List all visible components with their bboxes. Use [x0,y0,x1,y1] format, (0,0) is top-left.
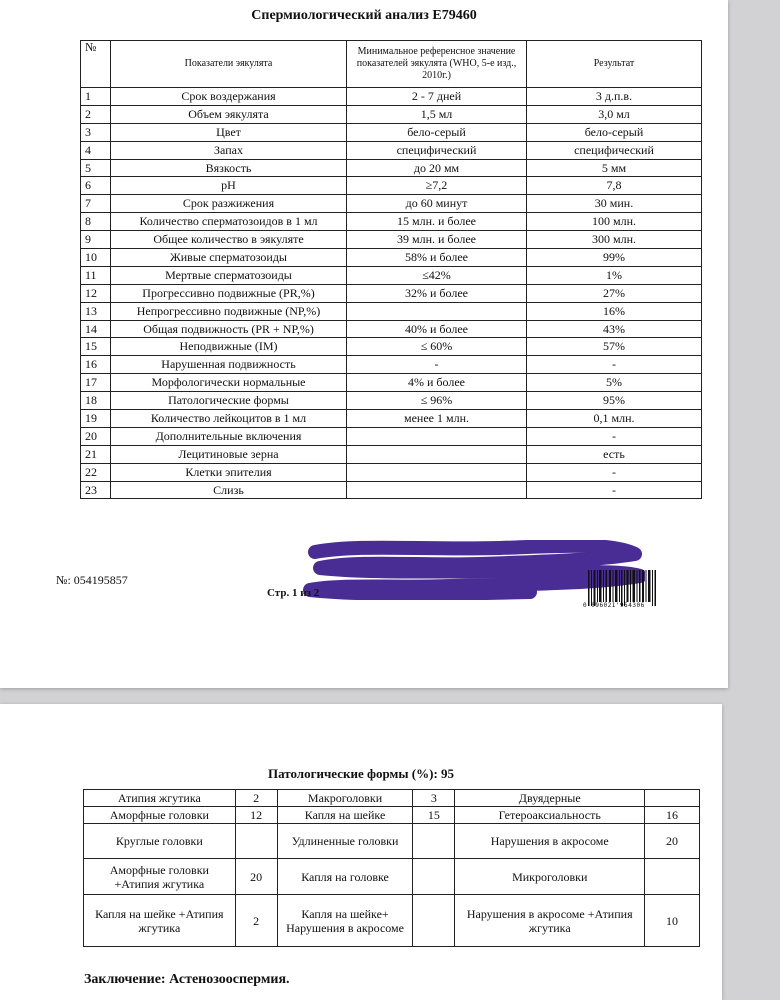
table-row [81,463,702,481]
table-row [81,392,702,410]
row-indicator: Общая подвижность (PR + NP,%) [111,320,347,338]
form-name-cell: Атипия жгутика [84,790,236,807]
row-indicator: Прогрессивно подвижные (PR,%) [111,284,347,302]
row-indicator: Общее количество в эякуляте [111,231,347,249]
form-name-cell: Удлиненные головки [277,824,413,859]
row-number: 6 [81,177,111,195]
row-indicator: Запах [111,141,347,159]
row-indicator: Морфологически нормальные [111,374,347,392]
row-number: 13 [81,302,111,320]
row-number: 16 [81,356,111,374]
row-reference: ≤ 60% [347,338,527,356]
row-result: 5% [527,374,702,392]
form-name-cell: Микроголовки [455,859,645,895]
header-reference [347,41,527,88]
row-reference: 58% и более [347,249,527,267]
table-row [84,824,700,859]
row-indicator: Срок разжижения [111,195,347,213]
table-body [81,88,702,499]
form-value-cell: 2 [235,790,277,807]
table-row [81,159,702,177]
form-value-cell: 20 [235,859,277,895]
table-row [81,141,702,159]
row-reference [347,481,527,499]
report-page-2 [0,704,722,1000]
row-result: - [527,481,702,499]
row-indicator: Слизь [111,481,347,499]
row-reference: 39 млн. и более [347,231,527,249]
table-row [81,88,702,106]
row-number: 21 [81,445,111,463]
row-result: 95% [527,392,702,410]
row-indicator: Дополнительные включения [111,427,347,445]
form-value-cell [413,895,455,947]
row-reference [347,463,527,481]
form-value-cell: 10 [645,895,700,947]
row-indicator: Непрогрессивно подвижные (NP,%) [111,302,347,320]
row-result: бело-серый [527,123,702,141]
row-number: 9 [81,231,111,249]
table-row [81,123,702,141]
row-reference [347,427,527,445]
table-row [81,213,702,231]
row-number: 20 [81,427,111,445]
row-indicator: Клетки эпителия [111,463,347,481]
row-number: 5 [81,159,111,177]
form-value-cell: 2 [235,895,277,947]
pathological-forms-table [83,789,700,947]
pathological-table-body [84,790,700,947]
row-result: 3 д.п.в. [527,88,702,106]
row-result: 300 млн. [527,231,702,249]
table-row [81,195,702,213]
row-indicator: Патологические формы [111,392,347,410]
table-row [81,374,702,392]
table-row [81,266,702,284]
table-row [84,859,700,895]
row-number: 14 [81,320,111,338]
row-number: 10 [81,249,111,267]
header-result: Результат [527,41,702,88]
row-reference: специфический [347,141,527,159]
row-reference: 32% и более [347,284,527,302]
row-result: 30 мин. [527,195,702,213]
header-number: № [81,41,111,88]
table-row [81,445,702,463]
row-result: 0,1 млн. [527,410,702,428]
row-result: есть [527,445,702,463]
row-reference: 1,5 мл [347,105,527,123]
row-reference [347,445,527,463]
report-title: Спермиологический анализ E79460 [251,8,477,23]
table-row [81,427,702,445]
table-row [81,231,702,249]
form-name-cell: Круглые головки [84,824,236,859]
row-indicator: Количество лейкоцитов в 1 мл [111,410,347,428]
row-number: 11 [81,266,111,284]
row-indicator: Мертвые сперматозоиды [111,266,347,284]
header-indicator: Показатели эякулята [111,41,347,88]
table-row [81,249,702,267]
form-name-cell: Капля на шейке +Атипия жгутика [84,895,236,947]
document-number: №: 054195857 [56,573,128,587]
form-value-cell: 20 [645,824,700,859]
form-value-cell: 16 [645,807,700,824]
row-result: 5 мм [527,159,702,177]
row-number: 3 [81,123,111,141]
barcode-icon [588,570,656,606]
row-reference: 4% и более [347,374,527,392]
row-result: специфический [527,141,702,159]
row-reference: ≤ 96% [347,392,527,410]
row-number: 4 [81,141,111,159]
row-reference: ≤42% [347,266,527,284]
row-number: 17 [81,374,111,392]
pathological-forms-title: Патологические формы (%): 95 [267,766,455,781]
row-reference: 40% и более [347,320,527,338]
row-result: - [527,356,702,374]
row-result: 57% [527,338,702,356]
row-number: 23 [81,481,111,499]
row-reference: до 60 минут [347,195,527,213]
conclusion: Заключение: Астенозооспермия. [84,972,290,987]
row-number: 2 [81,105,111,123]
table-row [81,356,702,374]
form-value-cell: 15 [413,807,455,824]
row-indicator: Неподвижные (IM) [111,338,347,356]
row-reference: - [347,356,527,374]
row-result: 27% [527,284,702,302]
form-value-cell [645,859,700,895]
semen-analysis-table [80,40,702,499]
form-name-cell: Аморфные головки +Атипия жгутика [84,859,236,895]
form-value-cell: 12 [235,807,277,824]
row-result: 1% [527,266,702,284]
row-number: 12 [81,284,111,302]
barcode-digits: 0'096021'954306 [583,602,645,609]
table-header-row [81,41,702,88]
row-number: 19 [81,410,111,428]
header-reference-text: Минимальное референсное значение показателей эякулята (WHO, 5-е изд., 2010г.) [356,46,517,81]
row-number: 15 [81,338,111,356]
table-row [81,410,702,428]
row-indicator: Количество сперматозоидов в 1 мл [111,213,347,231]
table-row [81,105,702,123]
form-value-cell [645,790,700,807]
row-reference: 15 млн. и более [347,213,527,231]
row-reference: менее 1 млн. [347,410,527,428]
table-row [81,320,702,338]
row-number: 1 [81,88,111,106]
row-indicator: Лецитиновые зерна [111,445,347,463]
table-row [81,302,702,320]
row-indicator: Нарушенная подвижность [111,356,347,374]
row-result: - [527,427,702,445]
form-name-cell: Макроголовки [277,790,413,807]
form-name-cell: Аморфные головки [84,807,236,824]
table-row [81,284,702,302]
row-reference: 2 - 7 дней [347,88,527,106]
row-result: - [527,463,702,481]
table-row [84,790,700,807]
row-indicator: Живые сперматозоиды [111,249,347,267]
form-value-cell: 3 [413,790,455,807]
form-value-cell [413,859,455,895]
form-value-cell [235,824,277,859]
form-name-cell: Капля на шейке+ Нарушения в акросоме [277,895,413,947]
row-indicator: Цвет [111,123,347,141]
row-result: 100 млн. [527,213,702,231]
row-reference: бело-серый [347,123,527,141]
form-name-cell: Капля на головке [277,859,413,895]
table-row [81,338,702,356]
row-number: 7 [81,195,111,213]
row-result: 16% [527,302,702,320]
row-result: 7,8 [527,177,702,195]
row-result: 99% [527,249,702,267]
form-name-cell: Нарушения в акросоме [455,824,645,859]
row-indicator: pH [111,177,347,195]
row-indicator: Срок воздержания [111,88,347,106]
row-result: 43% [527,320,702,338]
row-number: 18 [81,392,111,410]
page-indicator: Стр. 1 из 2 [267,587,320,599]
row-reference: до 20 мм [347,159,527,177]
row-indicator: Объем эякулята [111,105,347,123]
form-name-cell: Нарушения в акросоме +Атипия жгутика [455,895,645,947]
table-row [81,481,702,499]
row-indicator: Вязкость [111,159,347,177]
form-name-cell: Капля на шейке [277,807,413,824]
row-reference [347,302,527,320]
row-result: 3,0 мл [527,105,702,123]
table-row [84,895,700,947]
form-name-cell: Двуядерные [455,790,645,807]
table-row [84,807,700,824]
row-number: 22 [81,463,111,481]
row-number: 8 [81,213,111,231]
row-reference: ≥7,2 [347,177,527,195]
form-value-cell [413,824,455,859]
form-name-cell: Гетероаксиальность [455,807,645,824]
table-row [81,177,702,195]
